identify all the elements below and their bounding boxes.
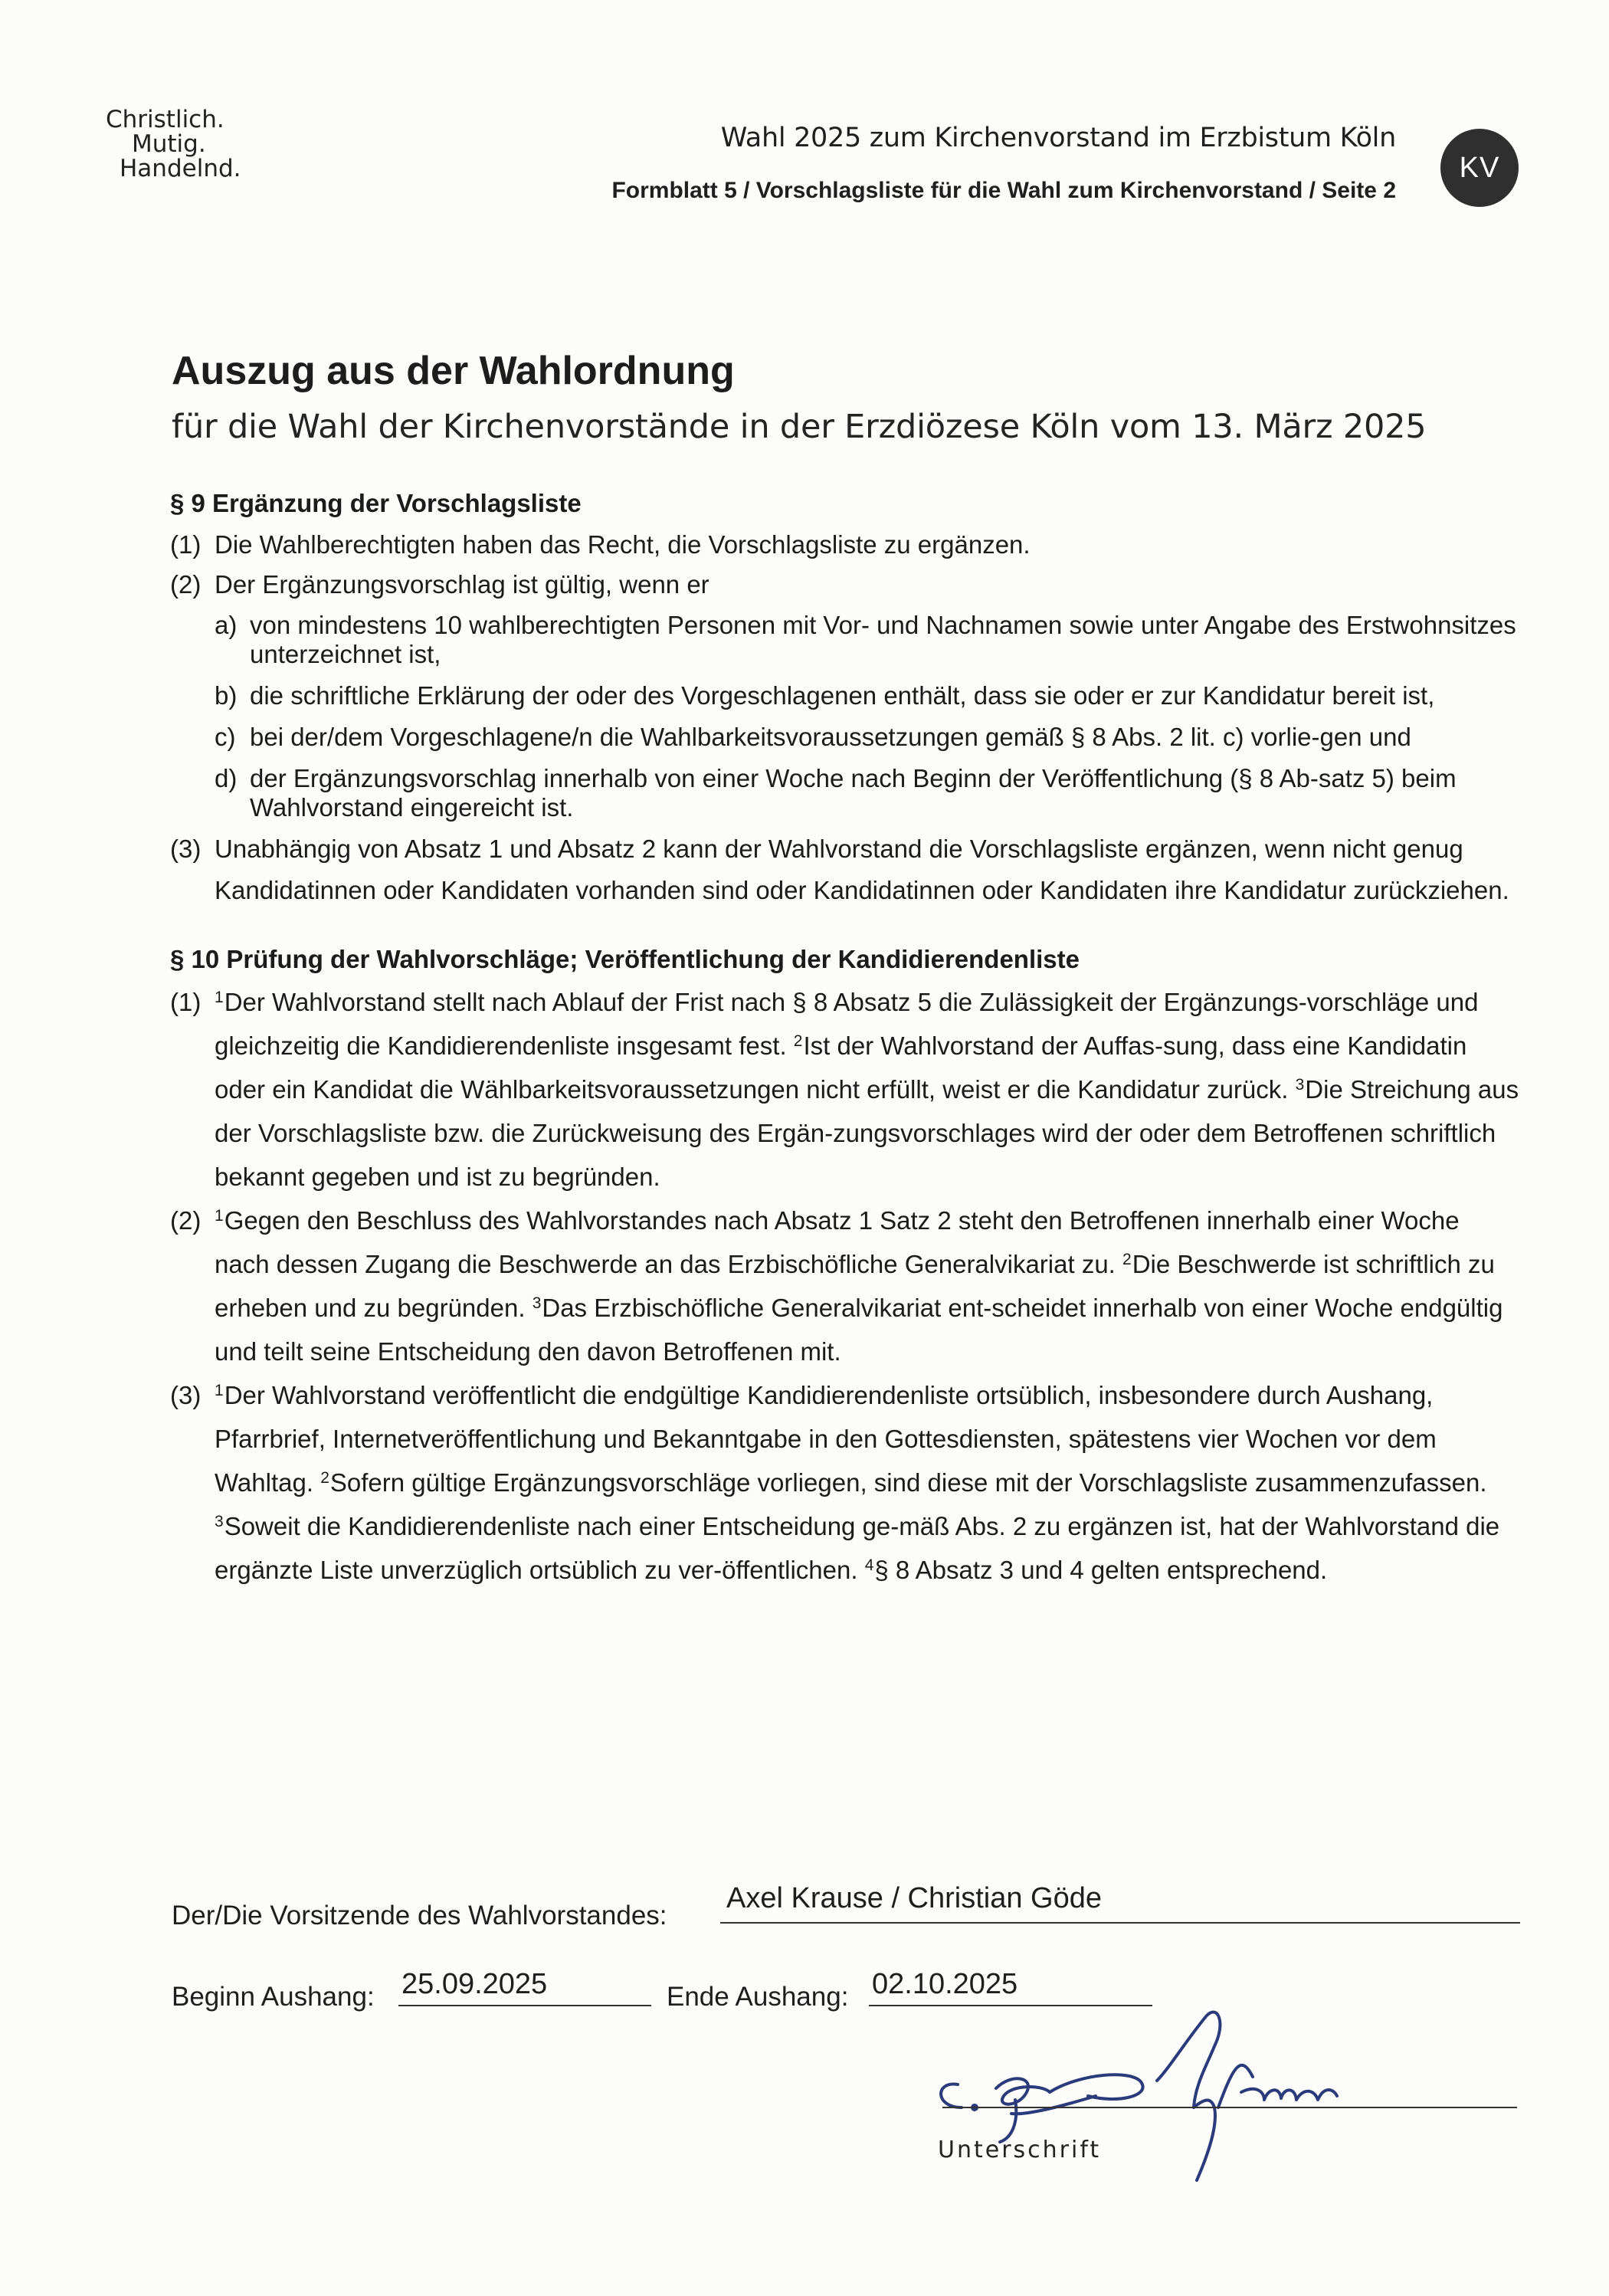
signature-label: Unterschrift [938, 2137, 1102, 2163]
chair-value[interactable]: Axel Krause / Christian Göde [726, 1882, 1103, 1914]
sentence: Der Wahlvorstand stellt nach Ablauf der Frist nach § 8 Absatz 5 die Zulässigkeit der Ergänzungs-vorschläge und gleichzeitig die Kandidierendenliste insgesamt fest. [215, 988, 1479, 1060]
sentence: Die Streichung aus der Vorschlagsliste bzw. die Zurückweisung des Ergän-zungsvorschlages wird der oder dem Betroffenen schriftlich bekannt gegeben und ist zu begründen. [215, 1075, 1519, 1191]
regulation-excerpt [170, 481, 1520, 1592]
slogan-line: Handelnd. [120, 155, 241, 182]
paragraph-number: (2) [170, 570, 202, 599]
list-text: bei der/dem Vorgeschlagene/n die Wahlbarkeitsvoraussetzungen gemäß § 8 Abs. 2 lit. c) vorlie-gen und [250, 723, 1411, 751]
begin-line [398, 2005, 651, 2006]
sentence: Gegen den Beschluss des Wahlvorstandes nach Absatz 1 Satz 2 steht den Betroffenen innerhalb einer Woche nach dessen Zugang die Beschwerde an das Erzbischöfliche Generalvikariat zu. [215, 1206, 1460, 1278]
sentence: § 8 Absatz 3 und 4 gelten entsprechend. [874, 1556, 1328, 1584]
sentence: Ist der Wahlvorstand der Auffas-sung, dass eine Kandidatin oder ein Kandidat die Wählbarkeitsvoraussetzungen nicht erfüllt, weist er die Kandidatur zurück. [215, 1032, 1467, 1104]
sentence: Soweit die Kandidierendenliste nach einer Entscheidung ge-mäß Abs. 2 zu ergänzen ist, hat der Wahlvorstand die ergänzte Liste unverzüglich ortsüblich zu ver-öffentlichen. [215, 1512, 1500, 1584]
slogan [106, 107, 241, 181]
begin-value[interactable]: 25.09.2025 [401, 1968, 548, 2000]
paragraph-number: (3) [170, 1381, 202, 1409]
end-label: Ende Aushang: [667, 1982, 849, 2012]
sentence-number: 3 [532, 1294, 542, 1312]
sentence-number: 1 [215, 1382, 224, 1399]
chair-label: Der/Die Vorsitzende des Wahlvorstandes: [172, 1901, 667, 1930]
paragraph [170, 1373, 1520, 1592]
paragraph [170, 980, 1520, 1199]
list-text: von mindestens 10 wahlberechtigten Personen mit Vor- und Nachnamen sowie unter Angabe des Erstwohnsitzes unterzeichnet ist, [250, 611, 1516, 668]
list-text: die schriftliche Erklärung der oder des Vorgeschlagenen enthält, dass sie oder er zur Kandidatur bereit ist, [250, 681, 1435, 710]
sentence-number: 2 [1122, 1251, 1132, 1268]
sentence-number: 1 [215, 989, 224, 1006]
paragraph [170, 565, 1520, 605]
sentence: Der Wahlvorstand veröffentlicht die endgültige Kandidierendenliste ortsüblich, insbesondere durch Aushang, Pfarrbrief, Internetveröffentlichung und Bekanntgabe in den Gottesdiensten, spätestens vier Wochen vor dem Wahltag. [215, 1381, 1437, 1497]
list-item [170, 723, 1520, 752]
election-title: Wahl 2025 zum Kirchenvorstand im Erzbistum Köln [720, 123, 1396, 153]
paragraph [170, 828, 1520, 911]
paragraph-text: Unabhängig von Absatz 1 und Absatz 2 kann der Wahlvorstand die Vorschlagsliste ergänzen, wenn nicht genug Kandidatinnen oder Kandidaten vorhanden sind oder Kandidatinnen oder Kandidaten ihre Kandidatur zurückziehen. [215, 835, 1509, 904]
begin-label: Beginn Aushang: [172, 1982, 375, 2012]
slogan-line: Christlich. [106, 106, 224, 133]
paragraph [170, 525, 1520, 565]
list-item [170, 681, 1520, 710]
sentence-number: 3 [1295, 1076, 1305, 1094]
sentence-number: 2 [793, 1032, 803, 1050]
list-letter: a) [215, 611, 238, 639]
sentence: Das Erzbischöfliche Generalvikariat ent-scheidet innerhalb von einer Woche endgültig und teilt seine Entscheidung den davon Betroffenen mit. [215, 1294, 1503, 1366]
list-item [170, 764, 1520, 822]
form-title: Formblatt 5 / Vorschlagsliste für die Wahl zum Kirchenvorstand / Seite 2 [611, 178, 1396, 203]
list-text: der Ergänzungsvorschlag innerhalb von einer Woche nach Beginn der Veröffentlichung (§ 8 Ab-satz 5) beim Wahlvorstand eingereicht ist. [250, 764, 1457, 822]
sentence: Die Beschwerde ist schriftlich zu erheben und zu begründen. [215, 1250, 1495, 1322]
document-subtitle: für die Wahl der Kirchenvorstände in der Erzdiözese Köln vom 13. März 2025 [172, 408, 1427, 446]
end-value[interactable]: 02.10.2025 [872, 1968, 1018, 2000]
chair-line [720, 1922, 1520, 1924]
sentence-number: 1 [215, 1207, 224, 1225]
list-letter: b) [215, 681, 238, 710]
paragraph [170, 1199, 1520, 1373]
sentence-number: 3 [215, 1513, 224, 1530]
sentence: Sofern gültige Ergänzungsvorschläge vorliegen, sind diese mit der Vorschlagsliste zusammenzufassen. [329, 1468, 1487, 1497]
list-letter: c) [215, 723, 236, 751]
section-heading: § 9 Ergänzung der Vorschlagsliste [170, 489, 582, 517]
slogan-line: Mutig. [132, 130, 206, 158]
document-title: Auszug aus der Wahlordnung [172, 349, 735, 393]
paragraph-text: Der Ergänzungsvorschlag ist gültig, wenn er [215, 570, 709, 599]
paragraph-number: (1) [170, 530, 202, 559]
paragraph-number: (2) [170, 1206, 202, 1235]
list-letter: d) [215, 764, 238, 792]
section-heading: § 10 Prüfung der Wahlvorschläge; Veröffentlichung der Kandidierendenliste [170, 945, 1080, 973]
paragraph-number: (3) [170, 835, 202, 863]
paragraph-text: Die Wahlberechtigten haben das Recht, die Vorschlagsliste zu ergänzen. [215, 530, 1031, 559]
paragraph-number: (1) [170, 988, 202, 1016]
kv-badge: KV [1440, 129, 1519, 207]
sentence-number: 2 [320, 1469, 329, 1487]
list-item [170, 611, 1520, 669]
sentence-number: 4 [864, 1556, 874, 1574]
